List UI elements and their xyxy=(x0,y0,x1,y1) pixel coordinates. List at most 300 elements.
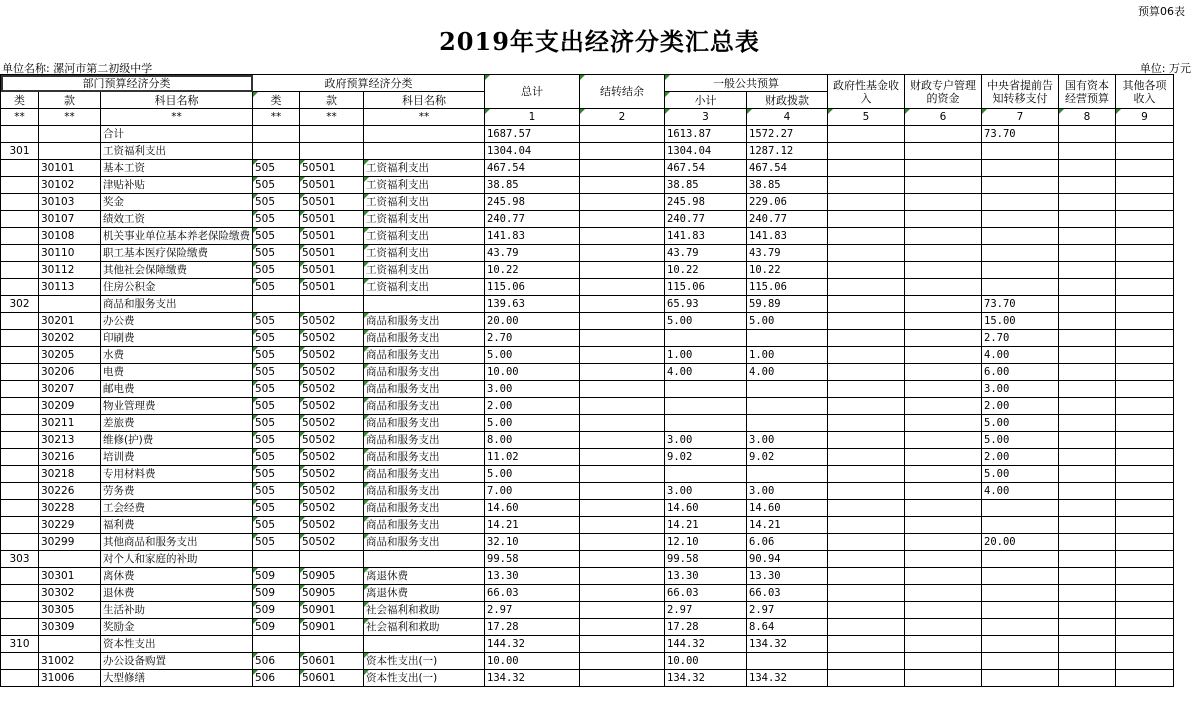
cell-gov-lei[interactable]: 505 xyxy=(253,211,300,228)
cell-subtotal[interactable] xyxy=(665,330,747,347)
cell-gov-fund[interactable] xyxy=(828,194,905,211)
cell-total[interactable]: 17.28 xyxy=(485,619,580,636)
cell-gov-subject-name[interactable]: 商品和服务支出 xyxy=(364,364,485,381)
cell-subtotal[interactable]: 3.00 xyxy=(665,483,747,500)
cell-gov-lei[interactable]: 505 xyxy=(253,347,300,364)
cell-subject-name[interactable]: 办公设备购置 xyxy=(101,653,253,670)
cell-subject-name[interactable]: 其他商品和服务支出 xyxy=(101,534,253,551)
cell-gov-fund[interactable] xyxy=(828,415,905,432)
cell-gov-fund[interactable] xyxy=(828,636,905,653)
cell-subject-name[interactable]: 印刷费 xyxy=(101,330,253,347)
cell-other-income[interactable] xyxy=(1116,517,1174,534)
cell-special-fund[interactable] xyxy=(905,602,982,619)
cell-central-transfer[interactable]: 5.00 xyxy=(982,415,1059,432)
cell-subtotal[interactable]: 12.10 xyxy=(665,534,747,551)
cell-kuan[interactable]: 30101 xyxy=(39,160,101,177)
cell-lei[interactable] xyxy=(1,483,39,500)
cell-gov-lei[interactable]: 505 xyxy=(253,194,300,211)
cell-fiscal-alloc[interactable]: 115.06 xyxy=(747,279,828,296)
cell-gov-lei[interactable] xyxy=(253,143,300,160)
cell-subject-name[interactable]: 机关事业单位基本养老保险缴费 xyxy=(101,228,253,245)
cell-subtotal[interactable]: 99.58 xyxy=(665,551,747,568)
cell-lei[interactable] xyxy=(1,364,39,381)
cell-subject-name[interactable]: 培训费 xyxy=(101,449,253,466)
cell-carryover[interactable] xyxy=(580,551,665,568)
cell-fiscal-alloc[interactable]: 134.32 xyxy=(747,670,828,687)
cell-lei[interactable] xyxy=(1,432,39,449)
cell-gov-kuan[interactable]: 50501 xyxy=(300,279,364,296)
cell-central-transfer[interactable] xyxy=(982,177,1059,194)
cell-subject-name[interactable]: 资本性支出 xyxy=(101,636,253,653)
cell-gov-subject-name[interactable]: 商品和服务支出 xyxy=(364,432,485,449)
cell-gov-subject-name[interactable]: 商品和服务支出 xyxy=(364,398,485,415)
cell-total[interactable]: 13.30 xyxy=(485,568,580,585)
cell-total[interactable]: 134.32 xyxy=(485,670,580,687)
cell-gov-fund[interactable] xyxy=(828,500,905,517)
cell-fiscal-alloc[interactable]: 38.85 xyxy=(747,177,828,194)
cell-subtotal[interactable]: 38.85 xyxy=(665,177,747,194)
cell-special-fund[interactable] xyxy=(905,143,982,160)
cell-subject-name[interactable]: 物业管理费 xyxy=(101,398,253,415)
cell-total[interactable]: 38.85 xyxy=(485,177,580,194)
cell-lei[interactable] xyxy=(1,670,39,687)
cell-subtotal[interactable]: 3.00 xyxy=(665,432,747,449)
cell-other-income[interactable] xyxy=(1116,568,1174,585)
cell-kuan[interactable] xyxy=(39,126,101,143)
cell-state-capital[interactable] xyxy=(1059,296,1116,313)
cell-subject-name[interactable]: 其他社会保障缴费 xyxy=(101,262,253,279)
cell-fiscal-alloc[interactable]: 2.97 xyxy=(747,602,828,619)
cell-total[interactable]: 8.00 xyxy=(485,432,580,449)
cell-gov-lei[interactable] xyxy=(253,296,300,313)
cell-state-capital[interactable] xyxy=(1059,483,1116,500)
header-subtotal[interactable]: 小计 xyxy=(665,92,747,109)
cell-special-fund[interactable] xyxy=(905,330,982,347)
cell-central-transfer[interactable] xyxy=(982,517,1059,534)
cell-fiscal-alloc[interactable] xyxy=(747,381,828,398)
cell-special-fund[interactable] xyxy=(905,415,982,432)
cell-total[interactable]: 144.32 xyxy=(485,636,580,653)
cell-total[interactable]: 43.79 xyxy=(485,245,580,262)
cell-state-capital[interactable] xyxy=(1059,143,1116,160)
cell-gov-lei[interactable] xyxy=(253,551,300,568)
cell-gov-subject-name[interactable] xyxy=(364,551,485,568)
cell-lei[interactable] xyxy=(1,194,39,211)
cell-gov-lei[interactable]: 505 xyxy=(253,279,300,296)
cell-gov-kuan[interactable] xyxy=(300,126,364,143)
cell-gov-lei[interactable]: 505 xyxy=(253,398,300,415)
cell-gov-subject-name[interactable]: 工资福利支出 xyxy=(364,211,485,228)
cell-state-capital[interactable] xyxy=(1059,670,1116,687)
cell-lei[interactable] xyxy=(1,653,39,670)
cell-subtotal[interactable] xyxy=(665,381,747,398)
cell-kuan[interactable]: 30112 xyxy=(39,262,101,279)
cell-fiscal-alloc[interactable]: 9.02 xyxy=(747,449,828,466)
cell-total[interactable]: 10.22 xyxy=(485,262,580,279)
cell-fiscal-alloc[interactable]: 14.60 xyxy=(747,500,828,517)
cell-total[interactable]: 20.00 xyxy=(485,313,580,330)
cell-gov-fund[interactable] xyxy=(828,381,905,398)
cell-other-income[interactable] xyxy=(1116,347,1174,364)
cell-other-income[interactable] xyxy=(1116,279,1174,296)
cell-gov-fund[interactable] xyxy=(828,670,905,687)
cell-gov-subject-name[interactable]: 工资福利支出 xyxy=(364,228,485,245)
cell-special-fund[interactable] xyxy=(905,126,982,143)
cell-special-fund[interactable] xyxy=(905,534,982,551)
cell-fiscal-alloc[interactable]: 10.22 xyxy=(747,262,828,279)
cell-kuan[interactable]: 30201 xyxy=(39,313,101,330)
cell-gov-fund[interactable] xyxy=(828,279,905,296)
cell-central-transfer[interactable]: 3.00 xyxy=(982,381,1059,398)
cell-fiscal-alloc[interactable]: 240.77 xyxy=(747,211,828,228)
cell-carryover[interactable] xyxy=(580,432,665,449)
cell-subject-name[interactable]: 住房公积金 xyxy=(101,279,253,296)
cell-total[interactable]: 99.58 xyxy=(485,551,580,568)
cell-gov-lei[interactable]: 505 xyxy=(253,432,300,449)
stars-cell[interactable]: ** xyxy=(253,109,300,126)
cell-other-income[interactable] xyxy=(1116,177,1174,194)
cell-lei[interactable] xyxy=(1,466,39,483)
cell-subject-name[interactable]: 绩效工资 xyxy=(101,211,253,228)
cell-gov-kuan[interactable]: 50501 xyxy=(300,194,364,211)
cell-gov-fund[interactable] xyxy=(828,347,905,364)
cell-special-fund[interactable] xyxy=(905,653,982,670)
cell-subtotal[interactable] xyxy=(665,466,747,483)
cell-subtotal[interactable]: 5.00 xyxy=(665,313,747,330)
cell-special-fund[interactable] xyxy=(905,517,982,534)
cell-state-capital[interactable] xyxy=(1059,126,1116,143)
cell-fiscal-alloc[interactable]: 8.64 xyxy=(747,619,828,636)
cell-state-capital[interactable] xyxy=(1059,585,1116,602)
cell-other-income[interactable] xyxy=(1116,126,1174,143)
cell-gov-kuan[interactable]: 50502 xyxy=(300,517,364,534)
cell-total[interactable]: 32.10 xyxy=(485,534,580,551)
cell-state-capital[interactable] xyxy=(1059,619,1116,636)
col-number-cell[interactable]: 2 xyxy=(580,109,665,126)
cell-special-fund[interactable] xyxy=(905,347,982,364)
header-gov-fund[interactable]: 政府性基金收入 xyxy=(828,75,905,109)
cell-special-fund[interactable] xyxy=(905,364,982,381)
cell-kuan[interactable]: 30110 xyxy=(39,245,101,262)
cell-other-income[interactable] xyxy=(1116,143,1174,160)
cell-gov-fund[interactable] xyxy=(828,602,905,619)
cell-subtotal[interactable]: 240.77 xyxy=(665,211,747,228)
cell-gov-kuan[interactable] xyxy=(300,143,364,160)
cell-special-fund[interactable] xyxy=(905,585,982,602)
cell-gov-kuan[interactable]: 50901 xyxy=(300,602,364,619)
header-general-budget[interactable]: 一般公共预算 xyxy=(665,75,828,92)
cell-total[interactable]: 139.63 xyxy=(485,296,580,313)
cell-subject-name[interactable]: 工会经费 xyxy=(101,500,253,517)
cell-gov-fund[interactable] xyxy=(828,126,905,143)
cell-carryover[interactable] xyxy=(580,449,665,466)
cell-other-income[interactable] xyxy=(1116,483,1174,500)
cell-carryover[interactable] xyxy=(580,364,665,381)
cell-subtotal[interactable]: 14.60 xyxy=(665,500,747,517)
cell-total[interactable]: 5.00 xyxy=(485,415,580,432)
cell-special-fund[interactable] xyxy=(905,398,982,415)
cell-special-fund[interactable] xyxy=(905,619,982,636)
header-central-transfer[interactable]: 中央省提前告知转移支付 xyxy=(982,75,1059,109)
header-gov-lei[interactable]: 类 xyxy=(253,92,300,109)
cell-central-transfer[interactable]: 20.00 xyxy=(982,534,1059,551)
stars-cell[interactable]: ** xyxy=(39,109,101,126)
cell-total[interactable]: 14.60 xyxy=(485,500,580,517)
cell-subject-name[interactable]: 对个人和家庭的补助 xyxy=(101,551,253,568)
cell-state-capital[interactable] xyxy=(1059,636,1116,653)
cell-special-fund[interactable] xyxy=(905,636,982,653)
cell-state-capital[interactable] xyxy=(1059,551,1116,568)
cell-state-capital[interactable] xyxy=(1059,313,1116,330)
cell-special-fund[interactable] xyxy=(905,381,982,398)
cell-total[interactable]: 245.98 xyxy=(485,194,580,211)
cell-carryover[interactable] xyxy=(580,415,665,432)
cell-total[interactable]: 66.03 xyxy=(485,585,580,602)
header-gov-subject[interactable]: 科目名称 xyxy=(364,92,485,109)
cell-total[interactable]: 5.00 xyxy=(485,347,580,364)
cell-special-fund[interactable] xyxy=(905,483,982,500)
cell-subtotal[interactable]: 10.22 xyxy=(665,262,747,279)
cell-carryover[interactable] xyxy=(580,517,665,534)
cell-subject-name[interactable]: 基本工资 xyxy=(101,160,253,177)
cell-state-capital[interactable] xyxy=(1059,347,1116,364)
cell-gov-lei[interactable] xyxy=(253,636,300,653)
cell-kuan[interactable]: 30107 xyxy=(39,211,101,228)
cell-gov-lei[interactable]: 505 xyxy=(253,466,300,483)
cell-lei[interactable]: 303 xyxy=(1,551,39,568)
cell-fiscal-alloc[interactable]: 467.54 xyxy=(747,160,828,177)
header-carryover[interactable]: 结转结余 xyxy=(580,75,665,109)
cell-gov-fund[interactable] xyxy=(828,296,905,313)
cell-carryover[interactable] xyxy=(580,330,665,347)
cell-gov-fund[interactable] xyxy=(828,619,905,636)
cell-subject-name[interactable]: 离休费 xyxy=(101,568,253,585)
cell-lei[interactable] xyxy=(1,500,39,517)
cell-subject-name[interactable]: 福利费 xyxy=(101,517,253,534)
cell-special-fund[interactable] xyxy=(905,211,982,228)
cell-gov-lei[interactable]: 505 xyxy=(253,415,300,432)
cell-gov-lei[interactable]: 505 xyxy=(253,449,300,466)
cell-special-fund[interactable] xyxy=(905,279,982,296)
cell-gov-lei[interactable]: 505 xyxy=(253,534,300,551)
cell-kuan[interactable] xyxy=(39,551,101,568)
cell-central-transfer[interactable] xyxy=(982,279,1059,296)
cell-lei[interactable] xyxy=(1,177,39,194)
col-number-cell[interactable]: 8 xyxy=(1059,109,1116,126)
cell-state-capital[interactable] xyxy=(1059,466,1116,483)
cell-lei[interactable] xyxy=(1,245,39,262)
cell-carryover[interactable] xyxy=(580,500,665,517)
cell-total[interactable]: 2.00 xyxy=(485,398,580,415)
cell-subtotal[interactable]: 10.00 xyxy=(665,653,747,670)
cell-fiscal-alloc[interactable] xyxy=(747,330,828,347)
col-number-cell[interactable]: 4 xyxy=(747,109,828,126)
cell-total[interactable]: 11.02 xyxy=(485,449,580,466)
cell-special-fund[interactable] xyxy=(905,160,982,177)
cell-gov-kuan[interactable]: 50905 xyxy=(300,585,364,602)
cell-gov-subject-name[interactable] xyxy=(364,126,485,143)
cell-kuan[interactable]: 30213 xyxy=(39,432,101,449)
cell-kuan[interactable]: 30202 xyxy=(39,330,101,347)
header-dept-group[interactable]: 部门预算经济分类 xyxy=(1,75,253,92)
cell-subject-name[interactable]: 专用材料费 xyxy=(101,466,253,483)
cell-gov-kuan[interactable]: 50502 xyxy=(300,466,364,483)
cell-state-capital[interactable] xyxy=(1059,449,1116,466)
cell-gov-kuan[interactable]: 50502 xyxy=(300,398,364,415)
cell-gov-subject-name[interactable]: 商品和服务支出 xyxy=(364,534,485,551)
cell-gov-fund[interactable] xyxy=(828,432,905,449)
cell-central-transfer[interactable] xyxy=(982,619,1059,636)
cell-subtotal[interactable]: 9.02 xyxy=(665,449,747,466)
cell-subtotal[interactable]: 1613.87 xyxy=(665,126,747,143)
cell-subtotal[interactable]: 66.03 xyxy=(665,585,747,602)
cell-gov-subject-name[interactable]: 离退休费 xyxy=(364,585,485,602)
cell-central-transfer[interactable]: 2.70 xyxy=(982,330,1059,347)
cell-other-income[interactable] xyxy=(1116,449,1174,466)
cell-gov-subject-name[interactable]: 社会福利和救助 xyxy=(364,602,485,619)
cell-fiscal-alloc[interactable]: 1287.12 xyxy=(747,143,828,160)
header-fiscal-alloc[interactable]: 财政拨款 xyxy=(747,92,828,109)
cell-gov-kuan[interactable]: 50901 xyxy=(300,619,364,636)
cell-lei[interactable] xyxy=(1,126,39,143)
cell-fiscal-alloc[interactable]: 1.00 xyxy=(747,347,828,364)
cell-fiscal-alloc[interactable]: 3.00 xyxy=(747,483,828,500)
cell-central-transfer[interactable] xyxy=(982,551,1059,568)
cell-special-fund[interactable] xyxy=(905,296,982,313)
cell-gov-lei[interactable]: 509 xyxy=(253,619,300,636)
cell-total[interactable]: 240.77 xyxy=(485,211,580,228)
cell-gov-kuan[interactable]: 50501 xyxy=(300,228,364,245)
cell-kuan[interactable]: 30302 xyxy=(39,585,101,602)
cell-subtotal[interactable]: 13.30 xyxy=(665,568,747,585)
cell-fiscal-alloc[interactable]: 3.00 xyxy=(747,432,828,449)
cell-other-income[interactable] xyxy=(1116,364,1174,381)
cell-state-capital[interactable] xyxy=(1059,194,1116,211)
cell-kuan[interactable]: 30305 xyxy=(39,602,101,619)
cell-lei[interactable]: 310 xyxy=(1,636,39,653)
cell-central-transfer[interactable]: 15.00 xyxy=(982,313,1059,330)
cell-subject-name[interactable]: 商品和服务支出 xyxy=(101,296,253,313)
cell-fiscal-alloc[interactable] xyxy=(747,398,828,415)
cell-central-transfer[interactable]: 6.00 xyxy=(982,364,1059,381)
cell-gov-fund[interactable] xyxy=(828,483,905,500)
cell-other-income[interactable] xyxy=(1116,432,1174,449)
cell-gov-fund[interactable] xyxy=(828,466,905,483)
cell-gov-fund[interactable] xyxy=(828,398,905,415)
cell-subtotal[interactable]: 134.32 xyxy=(665,670,747,687)
cell-lei[interactable] xyxy=(1,568,39,585)
cell-subject-name[interactable]: 办公费 xyxy=(101,313,253,330)
cell-subtotal[interactable] xyxy=(665,398,747,415)
cell-gov-kuan[interactable] xyxy=(300,636,364,653)
cell-other-income[interactable] xyxy=(1116,670,1174,687)
cell-gov-subject-name[interactable] xyxy=(364,296,485,313)
cell-lei[interactable] xyxy=(1,449,39,466)
cell-carryover[interactable] xyxy=(580,262,665,279)
cell-state-capital[interactable] xyxy=(1059,160,1116,177)
cell-gov-kuan[interactable] xyxy=(300,296,364,313)
cell-state-capital[interactable] xyxy=(1059,500,1116,517)
cell-carryover[interactable] xyxy=(580,245,665,262)
cell-carryover[interactable] xyxy=(580,160,665,177)
cell-special-fund[interactable] xyxy=(905,177,982,194)
cell-gov-subject-name[interactable] xyxy=(364,636,485,653)
stars-cell[interactable]: ** xyxy=(364,109,485,126)
stars-cell[interactable]: ** xyxy=(300,109,364,126)
header-other-income[interactable]: 其他各项收入 xyxy=(1116,75,1174,109)
cell-gov-fund[interactable] xyxy=(828,313,905,330)
cell-special-fund[interactable] xyxy=(905,194,982,211)
cell-subtotal[interactable]: 43.79 xyxy=(665,245,747,262)
cell-central-transfer[interactable] xyxy=(982,500,1059,517)
cell-gov-subject-name[interactable]: 商品和服务支出 xyxy=(364,517,485,534)
cell-central-transfer[interactable]: 2.00 xyxy=(982,449,1059,466)
cell-carryover[interactable] xyxy=(580,636,665,653)
cell-gov-lei[interactable]: 505 xyxy=(253,262,300,279)
cell-gov-fund[interactable] xyxy=(828,517,905,534)
cell-subject-name[interactable]: 差旅费 xyxy=(101,415,253,432)
cell-total[interactable]: 467.54 xyxy=(485,160,580,177)
cell-kuan[interactable]: 30301 xyxy=(39,568,101,585)
cell-gov-kuan[interactable]: 50502 xyxy=(300,313,364,330)
cell-state-capital[interactable] xyxy=(1059,398,1116,415)
cell-carryover[interactable] xyxy=(580,279,665,296)
header-total[interactable]: 总计 xyxy=(485,75,580,109)
cell-central-transfer[interactable] xyxy=(982,143,1059,160)
cell-other-income[interactable] xyxy=(1116,211,1174,228)
col-number-cell[interactable]: 1 xyxy=(485,109,580,126)
cell-other-income[interactable] xyxy=(1116,602,1174,619)
cell-other-income[interactable] xyxy=(1116,245,1174,262)
cell-other-income[interactable] xyxy=(1116,415,1174,432)
cell-gov-subject-name[interactable]: 商品和服务支出 xyxy=(364,330,485,347)
cell-carryover[interactable] xyxy=(580,143,665,160)
header-state-capital[interactable]: 国有资本经营预算 xyxy=(1059,75,1116,109)
cell-lei[interactable] xyxy=(1,313,39,330)
cell-other-income[interactable] xyxy=(1116,194,1174,211)
cell-state-capital[interactable] xyxy=(1059,211,1116,228)
cell-other-income[interactable] xyxy=(1116,330,1174,347)
cell-kuan[interactable]: 30211 xyxy=(39,415,101,432)
cell-gov-kuan[interactable]: 50501 xyxy=(300,245,364,262)
cell-carryover[interactable] xyxy=(580,568,665,585)
header-gov-group[interactable]: 政府预算经济分类 xyxy=(253,75,485,92)
cell-gov-kuan[interactable]: 50601 xyxy=(300,670,364,687)
cell-subject-name[interactable]: 电费 xyxy=(101,364,253,381)
cell-gov-subject-name[interactable]: 工资福利支出 xyxy=(364,160,485,177)
cell-gov-subject-name[interactable]: 工资福利支出 xyxy=(364,177,485,194)
cell-other-income[interactable] xyxy=(1116,398,1174,415)
cell-gov-subject-name[interactable]: 社会福利和救助 xyxy=(364,619,485,636)
cell-special-fund[interactable] xyxy=(905,432,982,449)
cell-kuan[interactable]: 30108 xyxy=(39,228,101,245)
cell-total[interactable]: 1304.04 xyxy=(485,143,580,160)
cell-gov-kuan[interactable]: 50502 xyxy=(300,364,364,381)
cell-gov-lei[interactable]: 506 xyxy=(253,670,300,687)
cell-central-transfer[interactable] xyxy=(982,585,1059,602)
cell-fiscal-alloc[interactable]: 14.21 xyxy=(747,517,828,534)
cell-lei[interactable] xyxy=(1,279,39,296)
cell-kuan[interactable]: 30209 xyxy=(39,398,101,415)
cell-gov-lei[interactable]: 505 xyxy=(253,160,300,177)
cell-other-income[interactable] xyxy=(1116,534,1174,551)
cell-other-income[interactable] xyxy=(1116,381,1174,398)
cell-other-income[interactable] xyxy=(1116,313,1174,330)
cell-other-income[interactable] xyxy=(1116,636,1174,653)
cell-central-transfer[interactable]: 73.70 xyxy=(982,126,1059,143)
cell-lei[interactable]: 301 xyxy=(1,143,39,160)
cell-state-capital[interactable] xyxy=(1059,602,1116,619)
